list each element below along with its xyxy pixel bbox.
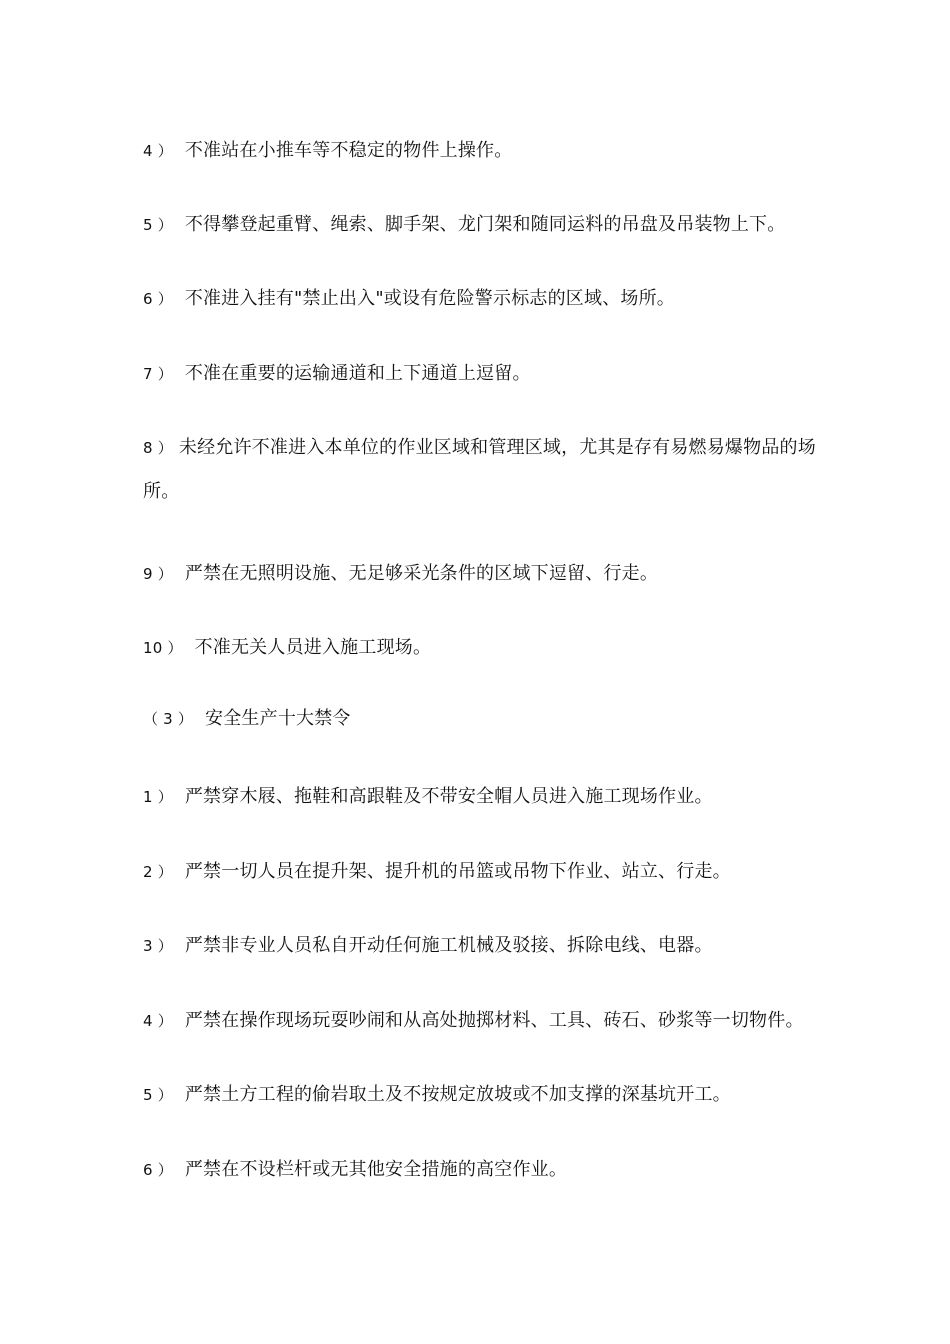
ban-item — [143, 785, 713, 809]
list-item — [143, 426, 823, 514]
ban-item — [143, 1083, 731, 1107]
item-number: 6 ） — [143, 290, 173, 308]
list-item — [143, 213, 785, 237]
item-text: 未经允许不准进入本单位的作业区域和管理区域，尤其是存有易燃易爆物品的场所。 — [143, 437, 816, 502]
list-item — [143, 362, 531, 386]
item-text: 不准进入挂有"禁止出入"或设有危险警示标志的区域、场所。 — [184, 288, 675, 309]
item-number: 5 ） — [143, 216, 173, 234]
ban-item — [143, 934, 713, 958]
item-number: 2 ） — [143, 863, 173, 881]
item-text: 不准在重要的运输通道和上下通道上逗留。 — [184, 363, 531, 384]
list-item — [143, 562, 658, 586]
ban-item — [143, 1009, 804, 1033]
list-item — [143, 139, 512, 163]
item-text: 不准无关人员进入施工现场。 — [194, 637, 432, 658]
section-title: 安全生产十大禁令 — [205, 708, 351, 729]
section-heading — [143, 707, 351, 731]
item-number: 9 ） — [143, 565, 173, 583]
item-text: 不得攀登起重臂、绳索、脚手架、龙门架和随同运料的吊盘及吊装物上下。 — [184, 214, 786, 235]
item-number: 5 ） — [143, 1086, 173, 1104]
item-number: 6 ） — [143, 1161, 173, 1179]
ban-item — [143, 1158, 567, 1182]
item-number: 4 ） — [143, 142, 173, 160]
item-text: 严禁一切人员在提升架、提升机的吊篮或吊物下作业、站立、行走。 — [184, 861, 731, 882]
section-number: （ 3 ） — [143, 710, 194, 728]
list-item — [143, 636, 431, 660]
item-number: 3 ） — [143, 937, 173, 955]
item-text: 不准站在小推车等不稳定的物件上操作。 — [184, 140, 513, 161]
item-text: 严禁在操作现场玩耍吵闹和从高处抛掷材料、工具、砖石、砂浆等一切物件。 — [184, 1010, 804, 1031]
ban-item — [143, 860, 731, 884]
item-text: 严禁在不设栏杆或无其他安全措施的高空作业。 — [184, 1159, 568, 1180]
item-number: 4 ） — [143, 1012, 173, 1030]
item-number: 1 ） — [143, 788, 173, 806]
item-text: 严禁土方工程的偷岩取土及不按规定放坡或不加支撑的深基坑开工。 — [184, 1084, 731, 1105]
item-number: 7 ） — [143, 365, 173, 383]
item-number: 10 ） — [143, 639, 183, 657]
item-text: 严禁在无照明设施、无足够采光条件的区域下逗留、行走。 — [184, 563, 659, 584]
item-text: 严禁非专业人员私自开动任何施工机械及驳接、拆除电线、电器。 — [184, 935, 713, 956]
item-number: 8 ） — [143, 439, 173, 457]
item-text: 严禁穿木屐、拖鞋和高跟鞋及不带安全帽人员进入施工现场作业。 — [184, 786, 713, 807]
list-item — [143, 287, 675, 311]
